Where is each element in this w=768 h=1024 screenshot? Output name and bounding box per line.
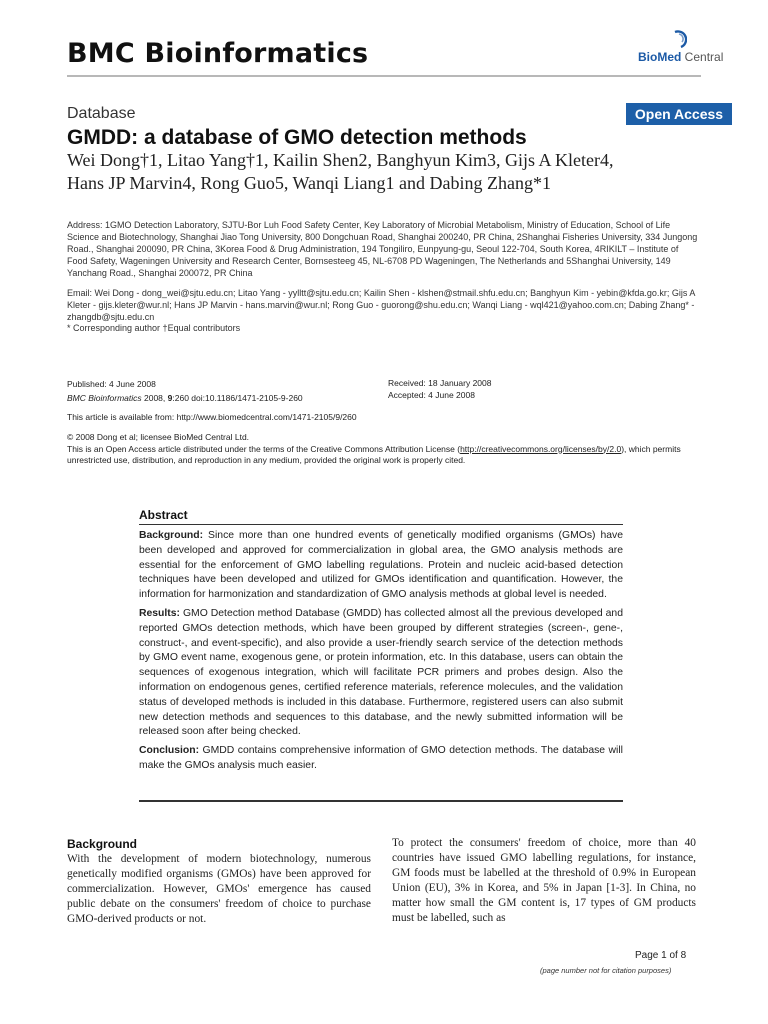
corresponding-note: * Corresponding author †Equal contributors — [67, 323, 241, 333]
page-number: Page 1 of 8 — [635, 950, 687, 961]
abstract-results — [139, 607, 623, 740]
conclusion-label: Conclusion: — [139, 745, 200, 757]
license-text — [67, 444, 707, 467]
journal-name: BMC Bioinformatics — [67, 38, 369, 69]
logo-arc-icon — [671, 30, 687, 50]
copyright: © 2008 Dong et al; licensee BioMed Central Ltd. — [67, 432, 250, 442]
results-label: Results: — [139, 607, 180, 619]
authors-line-1: Wei Dong†1, Litao Yang†1, Kailin Shen2, Banghyun Kim3, Gijs A Kleter4, — [67, 150, 614, 170]
logo-central: Central — [681, 50, 724, 64]
background-heading: Background — [67, 837, 138, 851]
abstract-background — [139, 529, 623, 603]
page-number-note: (page number not for citation purposes) — [540, 966, 672, 975]
publication-info — [67, 377, 303, 405]
affiliations: Address: 1GMO Detection Laboratory, SJTU-Bor Luh Food Safety Center, Key Laboratory of Microbial Metabolism, Ministry of Education, School of Life Science and Biotechnology, Shanghai Jiao Tong University, 800 Dongchuan Road, Shanghai 200240, PR China, 2Shanghai Fisheries University, 334 Jungong Road., Shanghai 200090, PR China, 3Korea Food & Drug Administration, 194 Tongiliro, Eunpyung-gu, Seoul 122-704, South Korea, 4RIKILT – Institute of Food Safety, Wageningen University and Research Center, Bornsesteeg 45, NL-6708 PD Wageningen, The Netherlands and 5Shanghai University, 149 Yanchang Road., Shanghai 200072, PR China — [67, 220, 698, 278]
logo-biomed: BioMed — [638, 50, 682, 64]
background-text: Since more than one hundred events of genetically modified organisms (GMOs) have been developed and approved for commercialization in global area, the GMO analysis methods are essential for the enforcement of GMO labelling regulations. Protein and nucleic acid-based detection techniques have been developed and utilized for GMOs identification and quantification. However, the information for harmonization and standardization of GMO analysis methods at global level is needed. — [139, 530, 623, 601]
article-section: Database — [67, 105, 136, 122]
conclusion-text: GMDD contains comprehensive information of GMO detection methods. The database will make the GMOs analysis much easier. — [139, 745, 623, 771]
body-column-left — [67, 836, 371, 927]
received-date: Received: 18 January 2008 — [388, 378, 492, 388]
abstract-heading: Abstract — [139, 508, 623, 525]
dates-info — [388, 377, 492, 401]
body-paragraph-left: With the development of modern biotechnology, numerous genetically modified organisms (GMOs) have been approved for commercialization. However, GMOs' emergence has caused public debate on the consumers' freedom of choice to purchase GMO-derived products or not. — [67, 853, 371, 925]
license-link[interactable]: http://creativecommons.org/licenses/by/2.0 — [460, 443, 622, 454]
biomed-central-logo[interactable] — [638, 30, 738, 70]
abstract-conclusion — [139, 744, 623, 774]
logo-text — [638, 50, 723, 64]
license-text-a: This is an Open Access article distributed under the terms of the Creative Commons Attribution License ( — [67, 443, 461, 454]
availability-link[interactable]: This article is available from: http://www.biomedcentral.com/1471-2105/9/260 — [67, 412, 357, 422]
open-access-badge: Open Access — [626, 103, 732, 125]
citation-doi: :260 doi:10.1186/1471-2105-9-260 — [172, 393, 303, 403]
article-title: GMDD: a database of GMO detection methods — [67, 126, 527, 149]
published-date: Published: 4 June 2008 — [67, 379, 156, 389]
accepted-date: Accepted: 4 June 2008 — [388, 390, 475, 400]
authors-line-2: Hans JP Marvin4, Rong Guo5, Wanqi Liang1 and Dabing Zhang*1 — [67, 173, 551, 193]
citation-year: 2008, — [141, 393, 168, 403]
body-column-right — [392, 836, 696, 926]
license-block — [67, 432, 707, 467]
author-list — [67, 149, 707, 195]
citation-journal: BMC Bioinformatics — [67, 393, 142, 403]
header-rule — [67, 75, 701, 77]
background-label: Background: — [139, 530, 204, 541]
license-text-b: ), which permits unrestricted use, distribution, and reproduction in any medium, provided the original work is properly cited. — [67, 443, 681, 465]
results-text: GMO Detection method Database (GMDD) has collected almost all the previous developed and reported GMOs detection methods, which have been grouped by different strategies (screen-, gene-, construct-, and event-specific), and also provide a user-friendly search service of the detection methods by GMO event name, exogenous gene, or protein information, etc. In this database, users can obtain the sequences of exogenous integration, which will facilitate PCR primers and probes design. Also the information on endogenous genes, certified reference materials, reference molecules, and the validation status of developed methods is included in this database. Furthermore, registered users can also submit new detection methods and sequences to this database, and the newly submitted information will be released soon after being checked. — [139, 607, 623, 738]
citation — [67, 391, 303, 405]
abstract-box — [139, 508, 623, 774]
body-paragraph-right: To protect the consumers' freedom of choice, more than 40 countries have issued GMO labelling regulations, for instance, GM foods must be labelled at the threshold of 0.9% in European Union (EU), 3% in Korea, and 5% in Japan [1-3]. In China, no matter how small the GM content is, 17 types of GM products must be labelled, such as — [392, 837, 696, 924]
citation-volume: 9 — [167, 393, 173, 403]
abstract-bottom-rule — [139, 800, 623, 802]
author-emails: Email: Wei Dong - dong_wei@sjtu.edu.cn; Litao Yang - yylltt@sjtu.edu.cn; Kailin Shen - klshen@stmail.shfu.edu.cn; Banghyun Kim - yebin@kfda.go.kr; Gijs A Kleter - gijs.kleter@wur.nl; Hans JP Marvin - hans.marvin@wur.nl; Rong Guo - guorong@shu.edu.cn; Wanqi Liang - wql421@yahoo.com.cn; Dabing Zhang* - zhangdb@sjtu.edu.cn — [67, 288, 695, 322]
